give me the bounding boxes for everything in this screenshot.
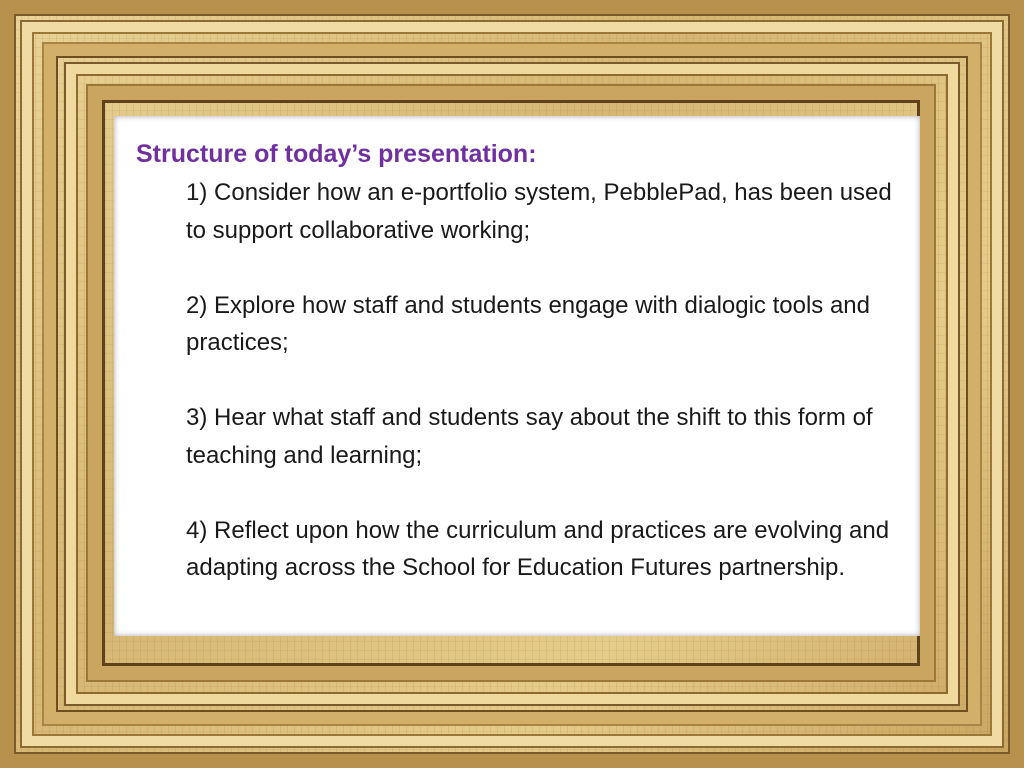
agenda-item-1: 1) Consider how an e-portfolio system, PebblePad, has been used to support collaborative working;: [186, 179, 892, 244]
slide-canvas: [114, 116, 920, 636]
agenda-item-3: 3) Hear what staff and students say about the shift to this form of teaching and learning;: [186, 404, 873, 469]
agenda-item-4: 4) Reflect upon how the curriculum and practices are evolving and adapting across the School for Education Futures partnership.: [186, 516, 890, 581]
agenda-item-2: 2) Explore how staff and students engage with dialogic tools and practices;: [186, 291, 870, 356]
slide-heading: Structure of today’s presentation:: [136, 140, 537, 168]
agenda-list: [186, 174, 894, 587]
slide-content: [136, 138, 894, 587]
